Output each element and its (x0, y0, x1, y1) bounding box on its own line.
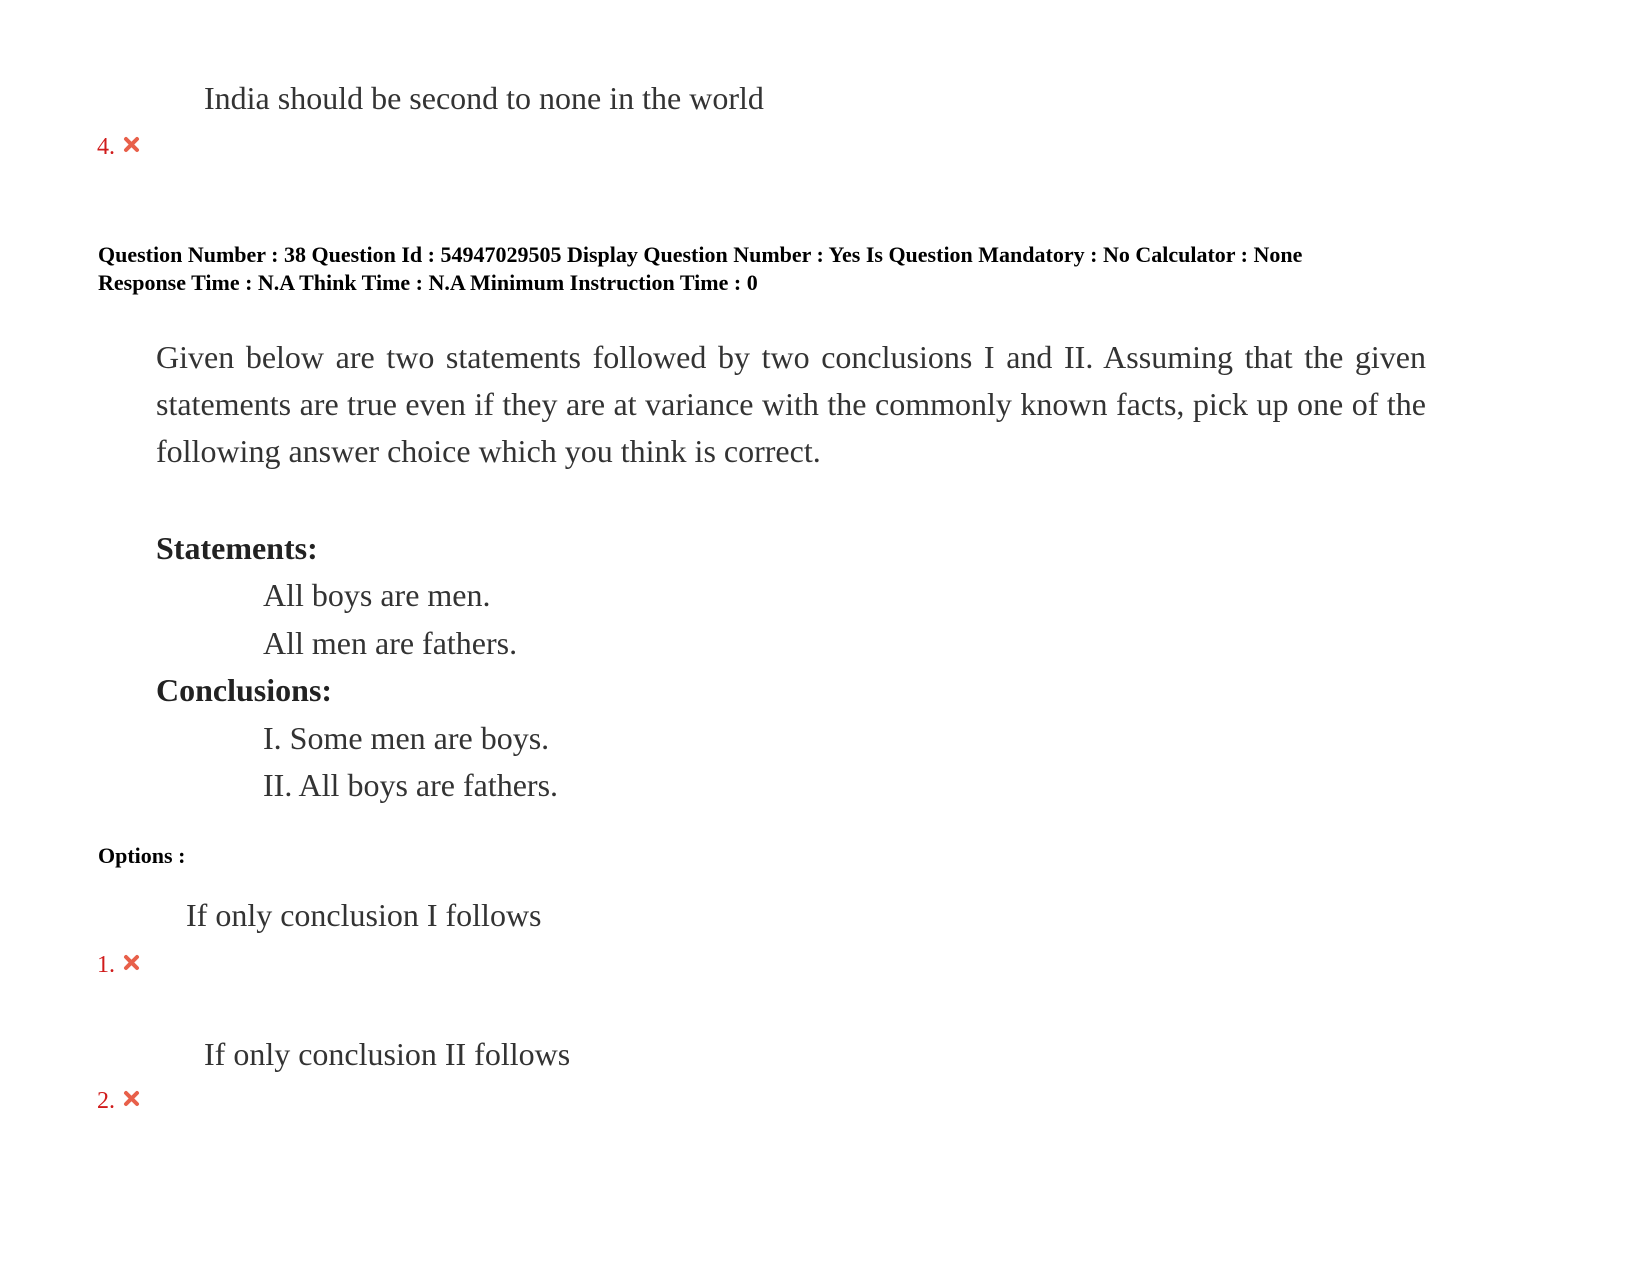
cross-icon (123, 136, 140, 153)
option-number: 4. (97, 134, 115, 160)
conclusion-2: II. All boys are fathers. (263, 767, 559, 803)
conclusion-1: I. Some men are boys. (263, 720, 550, 756)
cross-icon (123, 1090, 140, 1107)
cross-icon (123, 954, 140, 971)
question-meta-line-2: Response Time : N.A Think Time : N.A Minimum Instruction Time : 0 (98, 270, 758, 295)
option-number: 1. (97, 952, 115, 978)
question-instruction: Given below are two statements followed by two conclusions I and II. Assuming that the given statements are true even if they are at variance with the commonly known facts, pick up one of the following answer choice which you think is correct. (156, 339, 1426, 469)
option-number: 2. (97, 1088, 115, 1114)
question-meta-line-1: Question Number : 38 Question Id : 54947029505 Display Question Number : Yes Is Question Mandatory : No Calculator : None (98, 242, 1303, 267)
options-label: Options : (98, 843, 186, 868)
prev-option-4 (97, 134, 140, 161)
option-1 (97, 952, 140, 979)
conclusions-heading: Conclusions: (156, 672, 333, 708)
statements-heading: Statements: (156, 530, 318, 566)
statement-1: All boys are men. (263, 577, 491, 613)
statement-2: All men are fathers. (263, 625, 518, 661)
option-2 (97, 1088, 140, 1115)
prev-option-4-text: India should be second to none in the world (204, 80, 764, 116)
option-2-text: If only conclusion II follows (204, 1036, 571, 1072)
option-1-text: If only conclusion I follows (186, 897, 542, 933)
